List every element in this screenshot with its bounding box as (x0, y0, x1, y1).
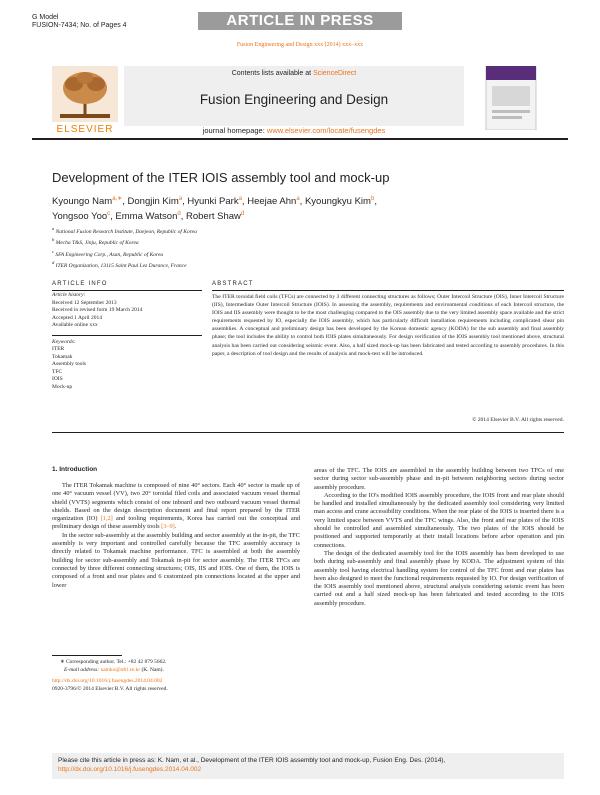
abstract-copyright: © 2014 Elsevier B.V. All rights reserved. (472, 417, 564, 423)
author[interactable]: Dongjin Kim$^a$ (127, 196, 183, 208)
section-heading: 1. Introduction (52, 466, 98, 473)
email-link[interactable]: namko@nfri.re.kr (100, 666, 141, 673)
history-label: Article history: (52, 292, 86, 298)
keyword: Assembly tools (52, 361, 87, 367)
affiliation-list (52, 225, 197, 270)
journal-homepage (124, 126, 464, 135)
article-info-panel (52, 292, 202, 391)
keyword: Mock-up (52, 383, 73, 390)
abstract-heading: ABSTRACT (212, 281, 254, 287)
sciencedirect-link[interactable]: ScienceDirect (313, 70, 357, 77)
issn-line: 0920-3796/© 2014 Elsevier B.V. All rights reserved. (52, 685, 168, 692)
publisher-name: ELSEVIER (56, 124, 114, 135)
keyword: IOIS (52, 376, 63, 382)
body-column-left (52, 482, 300, 590)
affiliation: $^c$ SFA Engineering Corp., Asan, Republic of Korea (52, 248, 164, 258)
footnote-rule (52, 655, 122, 656)
article-info-heading: ARTICLE INFO (52, 281, 108, 287)
abstract-bottom-rule (52, 432, 564, 433)
elsevier-tree-icon (52, 66, 118, 122)
history-item: Received 12 September 2013 (52, 299, 117, 306)
keyword: ITER (52, 346, 65, 352)
affiliation: $^a$ National Fusion Research Institute, Daejeon, Republic of Korea (52, 226, 197, 235)
abstract-text: The ITER toroidal field coils (TFCs) are connected by 3 different connecting structures as follows; Outer Intercoil Structure (OIS), Inner Intercoil Structure (IIS), Intermediate Outer Intercoil Structure (IOIS). In assessing the assembly, requirements and environmental conditions of each Intercoil structure, the IOIS and IIS assembly were thought to be the most challenging compared to the OIS assembly due to the very limited assembly space available and the strict requirements requested by IO, especially the IOIS assembly, which has particularly difficult installation requirements including complicated shear pin assemblies. A conceptual and preliminary design has been developed by the Korean domestic agency (KODA) for the sub assembly and final assembly phase; the tool includes the ability to control both IOIS plates simultaneously. For design verification of the IOIS assembly tool mentioned above, structural analysis has been carried out considering seismic event. Also, a half sized mock-up has been fabricated and tested according to assembly procedures. In this paper, a description of tool design and the results of analysis and mock-test will be introduced. (212, 294, 565, 357)
abstract-rule (212, 290, 564, 291)
cite-doi-link[interactable]: http://dx.doi.org/10.1016/j.fusengdes.2014.04.002 (58, 766, 202, 773)
history-item: Received in revised form 19 March 2014 (52, 307, 143, 313)
author[interactable]: Kyoungkyu Kim$^b$ (304, 196, 375, 208)
keywords-label: Keywords: (52, 338, 76, 345)
body-column-right (314, 467, 564, 608)
contents-line (124, 70, 464, 77)
doi-link[interactable]: http://dx.doi.org/10.1016/j.fusengdes.2014.04.002 (52, 678, 163, 684)
elsevier-logo[interactable] (52, 66, 118, 130)
author[interactable]: Yongsoo Yoo$^c$ (52, 211, 111, 223)
affiliation: $^b$ Mecha T&S, Jinju, Republic of Korea (52, 237, 139, 247)
journal-cover-icon (472, 66, 550, 130)
history-item: Available online xxx (52, 322, 98, 328)
email-line: E-mail address: namko@nfri.re.kr (K. Nam). (64, 666, 164, 673)
article-in-press-banner: ARTICLE IN PRESS (198, 12, 402, 30)
keyword: Tokamak (52, 353, 73, 360)
journal-cover-thumbnail (472, 66, 550, 130)
header-divider (32, 138, 568, 140)
article-meta (32, 14, 127, 30)
history-item: Accepted 1 April 2014 (52, 314, 102, 321)
citation-link[interactable]: [1,2] (100, 515, 113, 523)
cite-text: Please cite this article in press as: K. Nam, et al., Development of the ITER IOIS assembly tool and mock-up, Fusion Eng. Des. (2014), (58, 757, 446, 764)
citation-link[interactable]: [3–9] (161, 523, 175, 531)
author[interactable]: Hyunki Park$^a$ (187, 196, 242, 208)
author[interactable]: Heejae Ahn$^a$ (247, 196, 300, 208)
journal-reference[interactable]: Fusion Engineering and Design xxx (2014) xxx–xxx (236, 42, 364, 48)
author[interactable]: Emma Watson$^d$ (115, 211, 181, 223)
author[interactable]: Robert Shaw$^d$ (186, 211, 245, 223)
homepage-link[interactable]: www.elsevier.com/locate/fusengdes (266, 126, 386, 135)
journal-title: Fusion Engineering and Design (199, 92, 389, 107)
paragraph: According to the IO's modified IOIS assembly procedure, the IOIS front and rear plate should be handled and installed simultaneously by the dedicated assembly tool considering very limited man access and crane accessibility conditions. When the rear plate of the IOIS is inserted there is a very limited space between VVTS and the TFC wings. Also, the front and rear plates of the IOIS should be controlled and assembled simultaneously. The two plates of the IOIS should be positioned and supported temporarily at their install locations before arbor operation and pin connections. (314, 491, 564, 549)
cite-box (52, 753, 564, 779)
article-ref-line: FUSION-7434; No. of Pages 4 (32, 22, 127, 29)
footnotes (52, 659, 300, 693)
affiliation: $^d$ ITER Organization, 13115 Saint Paul Lez Durance, France (52, 259, 187, 269)
gmodel-label: G Model (32, 14, 59, 21)
corresponding-author: ∗ Corresponding author. Tel.: +82 42 879 5662. (60, 659, 167, 665)
article-info-rule (52, 290, 202, 291)
keyword: TFC (52, 368, 63, 375)
paragraph: In the sector sub-assembly at the assembly building and sector assembly at the in-pit, the TFC assembly is very important and controlled carefully because the TFC assembly accuracy is directly related to Tokamak machine performance. TFC is assembled at both the assembly building for sector sub-assembly and Tokamak in-pit for sector assembly. The ITER TFCs are connected by three different connecting structures; OIS, IIS and IOIS. One of them, the IOIS is composed of a front and rear plates and 6 customized pin connections located at the upper and lower (52, 531, 300, 589)
article-title: Development of the ITER IOIS assembly tool and mock-up (52, 170, 390, 185)
author-list: Kyoungo Nam$^{a,∗}$, Dongjin Kim$^a$, Hyunki Park$^a$, Heejae Ahn$^a$, Kyoungkyu Kim$^b$, Yongsoo Yoo$^c$, Emma Watson$^d$, Robert Shaw$^d$ (52, 196, 377, 223)
paragraph: The ITER Tokamak machine is composed of nine 40° sectors. Each 40° sector is made up of one 40° vacuum vessel (VV), two 20° toroidal filed coils and associated vacuum vessel thermal shield (VVTS) segments which consist of one inboard and two outboard vacuum vessel thermal shields. Based on the design description document and final report prepared by the ITER organization (IO) [1,2] and tooling requirements, Korea has carried out the conceptual and preliminary design of these assembly tools [3–9]. (52, 482, 300, 531)
homepage-prefix: journal homepage: (202, 126, 267, 135)
paragraph: The design of the dedicated assembly tool for the IOIS assembly has been developed to use both during sub-assembly and final assembly phase by KODA. The adjustment system of this assembly tool having electrical handling system for control of the TFC front and rear plates has been also designed to meet the functional requirements requested by IO. For design verification of the IOIS assembly tool mentioned above, structural analysis considering seismic event has been carried out and a half sized mock-up has been fabricated and tested according to the IOIS assembly procedure. (314, 549, 564, 607)
keywords-rule (52, 335, 202, 336)
author[interactable]: Kyoungo Nam$^{a,∗}$ (52, 196, 123, 208)
contents-prefix: Contents lists available at (231, 70, 314, 77)
paragraph: areas of the TFC. The IOIS are assembled in the assembly building between two TFCs of one sector during sector sub-assembly phase and in-pit between neighboring sectors during sector assembly procedure. (314, 467, 564, 491)
